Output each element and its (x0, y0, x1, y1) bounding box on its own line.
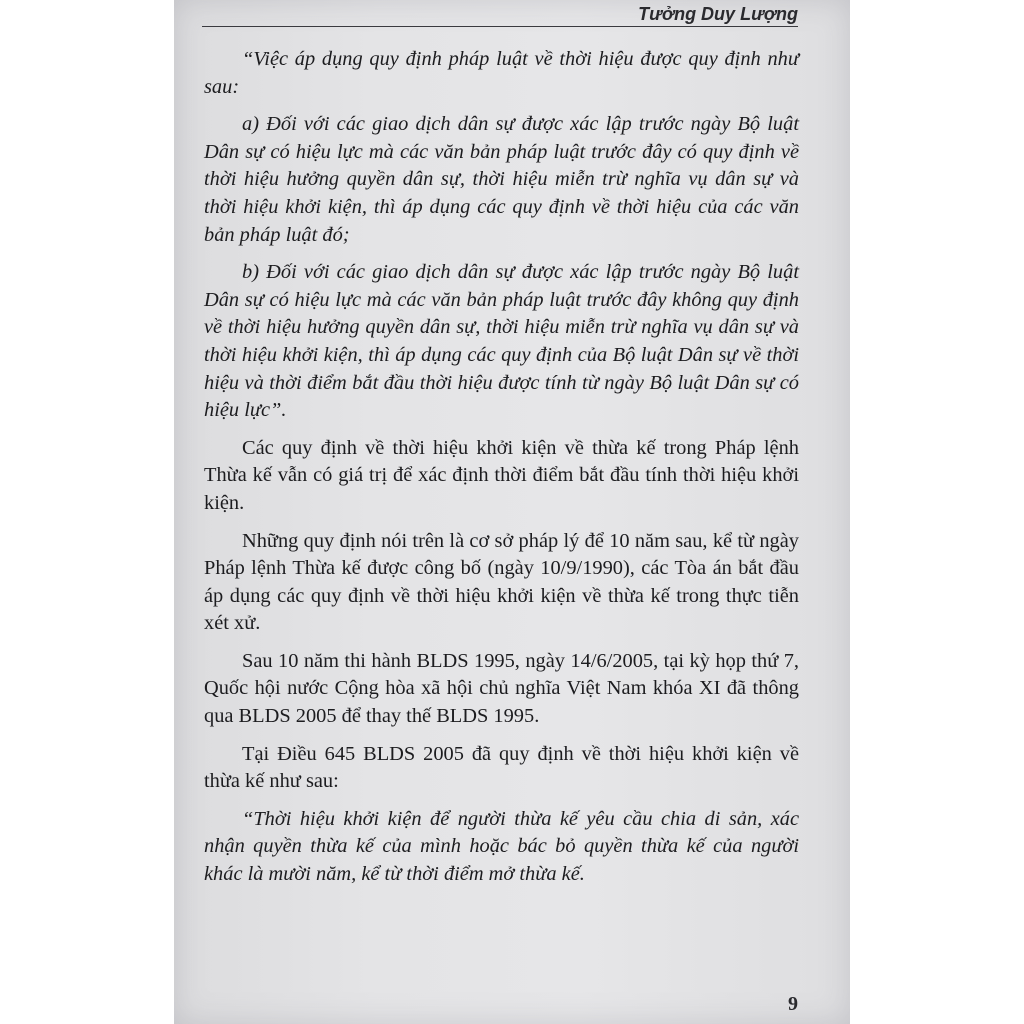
quote-intro-paragraph: “Việc áp dụng quy định pháp luật về thời hiệu được quy định như sau: (204, 48, 799, 98)
page-number: 9 (788, 993, 798, 1015)
quote-item-a-paragraph: a) Đối với các giao dịch dân sự được xác lập trước ngày Bộ luật Dân sự có hiệu lực mà các văn bản pháp luật trước đây có quy định về thời hiệu hưởng quyền dân sự, thời hiệu miễn trừ nghĩa vụ dân sự và thời hiệu khởi kiện, thì áp dụng các quy định về thời hiệu của các văn bản pháp luật đó; (204, 113, 799, 246)
page-body (204, 46, 799, 899)
body-paragraph: Những quy định nói trên là cơ sở pháp lý để 10 năm sau, kể từ ngày Pháp lệnh Thừa kế được công bố (ngày 10/9/1990), các Tòa án bắt đầu áp dụng các quy định về thời hiệu khởi kiện về thừa kế trong thực tiễn xét xử. (204, 529, 799, 635)
running-header (202, 4, 798, 27)
body-paragraph: Tại Điều 645 BLDS 2005 đã quy định về thời hiệu khởi kiện về thừa kế như sau: (204, 742, 799, 793)
body-paragraph: Sau 10 năm thi hành BLDS 1995, ngày 14/6/2005, tại kỳ họp thứ 7, Quốc hội nước Cộng hòa xã hội chủ nghĩa Việt Nam khóa XI đã thông qua BLDS 2005 để thay thế BLDS 1995. (204, 649, 799, 728)
quote-article-paragraph: “Thời hiệu khởi kiện để người thừa kế yêu cầu chia di sản, xác nhận quyền thừa kế của mình hoặc bác bỏ quyền thừa kế của người khác là mười năm, kể từ thời điểm mở thừa kế. (204, 807, 799, 886)
book-page (174, 0, 850, 1024)
header-title: Tưởng Duy Lượng (638, 4, 798, 24)
quote-item-b-paragraph: b) Đối với các giao dịch dân sự được xác lập trước ngày Bộ luật Dân sự có hiệu lực mà các văn bản pháp luật trước đây không quy định về thời hiệu hưởng quyền dân sự, thời hiệu miễn trừ nghĩa vụ dân sự và thời hiệu khởi kiện, thì áp dụng các quy định của Bộ luật Dân sự về thời hiệu và thời điểm bắt đầu thời hiệu được tính từ ngày Bộ luật Dân sự có hiệu lực”. (204, 261, 799, 422)
body-paragraph: Các quy định về thời hiệu khởi kiện về thừa kế trong Pháp lệnh Thừa kế vẫn có giá trị để xác định thời điểm bắt đầu tính thời hiệu khởi kiện. (204, 436, 799, 514)
